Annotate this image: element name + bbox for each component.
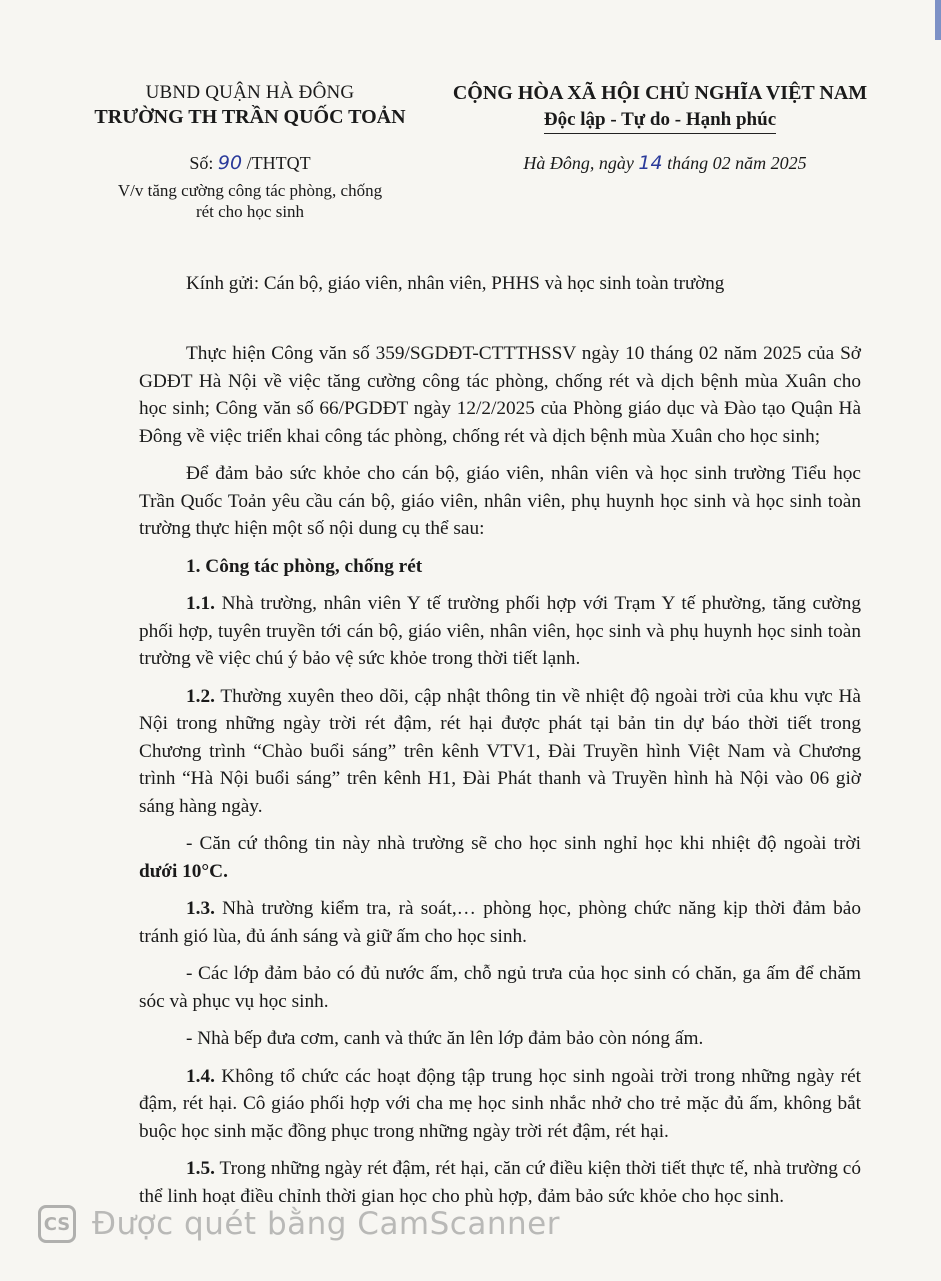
- school-name: TRƯỜNG TH TRẦN QUỐC TOẢN: [94, 106, 406, 128]
- item-1-3-note-b: - Nhà bếp đưa cơm, canh và thức ăn lên lớp đảm bảo còn nóng ấm.: [186, 1028, 704, 1049]
- item-1-1: [139, 590, 861, 673]
- national-motto: Độc lập - Tự do - Hạnh phúc: [544, 109, 776, 134]
- doc-no-suffix: /THTQT: [242, 153, 311, 173]
- paragraph-purpose: Để đảm bảo sức khỏe cho cán bộ, giáo viên, nhân viên và học sinh trường Tiểu học Trần Quốc Toản yêu cầu cán bộ, giáo viên, nhân viên, phụ huynh học sinh và học sinh toàn trường thực hiện một số nội dung cụ thể sau:: [139, 463, 861, 539]
- subject-line-1: V/v tăng cường công tác phòng, chống: [117, 181, 383, 200]
- item-1-3: [139, 895, 861, 950]
- item-number: 1.5.: [186, 1158, 215, 1179]
- item-text: Trong những ngày rét đậm, rét hại, căn cứ điều kiện thời tiết thực tế, nhà trường có thể linh hoạt điều chỉnh thời gian học cho phù hợp, đảm bảo sức khỏe cho học sinh.: [139, 1158, 861, 1207]
- watermark-text: Được quét bằng CamScanner: [92, 1206, 560, 1242]
- item-text: Không tổ chức các hoạt động tập trung học sinh ngoài trời trong những ngày rét đậm, rét hại. Cô giáo phối hợp với cha mẹ học sinh nhắc nhở cho trẻ mặc đủ ấm, không bắt buộc học sinh mặc đồng phục trong những ngày trời rét đậm, rét hại.: [139, 1065, 861, 1142]
- issuer-block: [80, 82, 420, 129]
- item-text: Nhà trường, nhân viên Y tế trường phối hợp với Trạm Y tế phường, tăng cường phối hợp, tuyên truyền tới cán bộ, giáo viên, nhân viên, học sinh và phụ huynh học sinh toàn trường về việc chú ý bảo vệ sức khỏe trong thời tiết lạnh.: [139, 593, 861, 669]
- item-text: Thường xuyên theo dõi, cập nhật thông tin về nhiệt độ ngoài trời của khu vực Hà Nội trong những ngày trời rét đậm, rét hại được phát tại bản tin dự báo thời tiết trong Chương trình “Chào buổi sáng” trên kênh VTV1, Đài Truyền hình Việt Nam và Chương trình “Hà Nội buổi sáng” trên kênh H1, Đài Phát thanh và Truyền hình hà Nội vào 06 giờ sáng hàng ngày.: [139, 685, 861, 817]
- camscanner-logo-icon: CS: [38, 1205, 76, 1243]
- item-1-3-note-a: - Các lớp đảm bảo có đủ nước ấm, chỗ ngủ trưa của học sinh có chăn, ga ấm để chăm sóc và phục vụ học sinh.: [139, 963, 861, 1012]
- item-1-4: [139, 1063, 861, 1146]
- item-number: 1.1.: [186, 593, 215, 614]
- temperature-threshold: dưới 10°C.: [139, 860, 228, 882]
- item-number: 1.2.: [186, 685, 215, 707]
- item-number: 1.3.: [186, 898, 215, 919]
- subject-line-2: rét cho học sinh: [195, 202, 305, 221]
- doc-no-prefix: Số:: [189, 153, 218, 173]
- item-number: 1.4.: [186, 1065, 215, 1087]
- document-number: [80, 152, 420, 174]
- doc-no-handwritten: 90: [217, 152, 243, 174]
- item-text: Nhà trường kiểm tra, rà soát,… phòng học, phòng chức năng kịp thời đảm bảo tránh gió lùa, đủ ánh sáng và giữ ấm cho học sinh.: [139, 898, 861, 947]
- date-prefix: Hà Đông, ngày: [523, 153, 639, 173]
- national-header: [420, 82, 900, 134]
- section-heading-1: 1. Công tác phòng, chống rét: [186, 555, 423, 577]
- scanner-watermark: [38, 1205, 560, 1243]
- date-suffix: tháng 02 năm 2025: [662, 153, 807, 173]
- document-body: [139, 340, 861, 1220]
- date-day-handwritten: 14: [638, 152, 663, 174]
- item-1-2: [139, 683, 861, 821]
- nation-title: CỘNG HÒA XÃ HỘI CHỦ NGHĨA VIỆT NAM: [452, 82, 868, 104]
- item-1-5: [139, 1155, 861, 1210]
- item-1-2-note: [139, 830, 861, 885]
- scan-edge-mark: [935, 0, 941, 40]
- recipient-line: Kính gửi: Cán bộ, giáo viên, nhân viên, PHHS và học sinh toàn trường: [186, 273, 725, 294]
- document-subject: [80, 180, 420, 222]
- document-date: [430, 152, 900, 174]
- item-text: - Căn cứ thông tin này nhà trường sẽ cho học sinh nghỉ học khi nhiệt độ ngoài trời: [186, 833, 861, 854]
- paragraph-basis: Thực hiện Công văn số 359/SGDĐT-CTTTHSSV ngày 10 tháng 02 năm 2025 của Sở GDĐT Hà Nội về việc tăng cường công tác phòng, chống rét và dịch bệnh mùa Xuân cho học sinh; Công văn số 66/PGDĐT ngày 12/2/2025 của Phòng giáo dục và Đào tạo Quận Hà Đông về việc triển khai công tác phòng, chống rét và dịch bệnh mùa Xuân cho học sinh;: [139, 343, 861, 447]
- agency-name: UBND QUẬN HÀ ĐÔNG: [145, 82, 355, 103]
